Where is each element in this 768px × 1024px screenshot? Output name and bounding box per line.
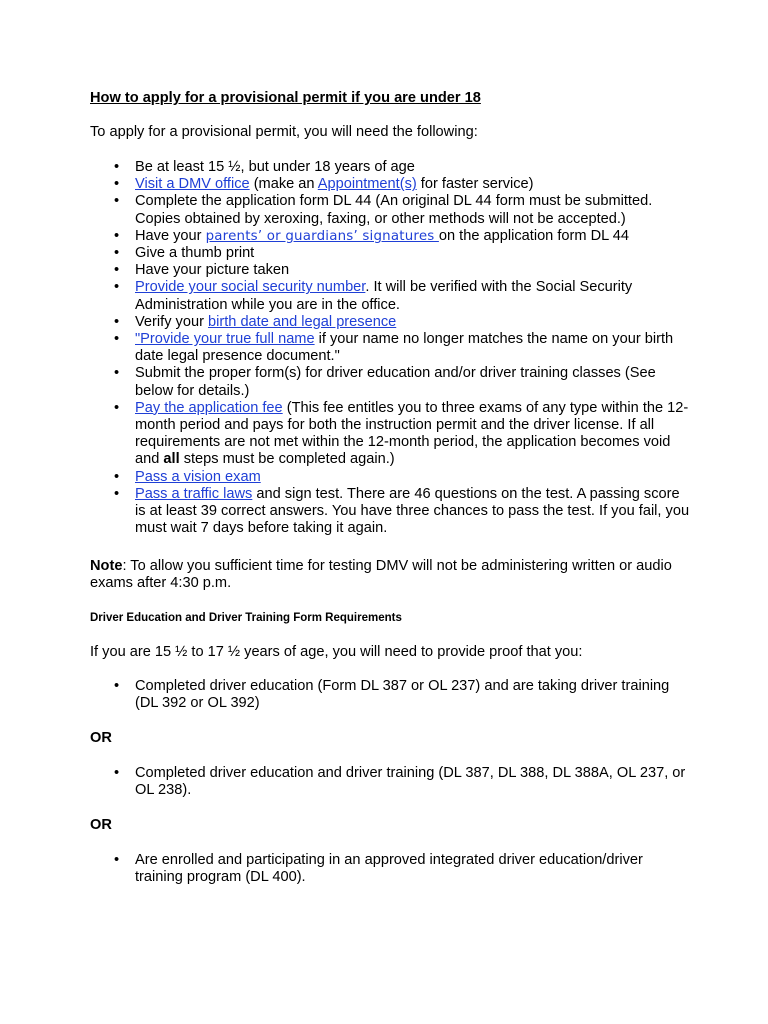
- item-text: . It will be verified with the Social Security Administration while you are in the office.: [135, 279, 633, 313]
- age-intro-text: If you are 15 ½ to 17 ½ years of age, you will need to provide proof that you:: [90, 644, 583, 660]
- or-separator: OR: [90, 730, 112, 746]
- list-item: [90, 245, 690, 262]
- item-text: (make an: [249, 176, 318, 193]
- page-title: How to apply for a provisional permit if you are under 18: [90, 90, 481, 106]
- list-item: [90, 469, 690, 486]
- list-item: [90, 852, 690, 886]
- birth-date-legal-presence-link[interactable]: birth date and legal presence: [208, 313, 397, 330]
- list-item: [90, 176, 690, 193]
- true-full-name-link[interactable]: "Provide your true full name: [135, 331, 315, 348]
- item-text: steps must be completed again.): [179, 451, 395, 468]
- list-item: [90, 400, 690, 469]
- item-text: Have your: [135, 227, 206, 244]
- list-item: [90, 765, 690, 799]
- item-text: on the application form DL 44: [438, 227, 629, 244]
- item-text: Are enrolled and participating in an approved integrated driver education/driver training program (DL 400).: [135, 852, 643, 886]
- list-item: [90, 678, 690, 712]
- list-item: [90, 279, 690, 313]
- requirements-list: [90, 159, 690, 537]
- item-text: Verify your: [135, 313, 208, 330]
- list-item: [90, 314, 690, 331]
- item-text: Submit the proper form(s) for driver education and/or driver training classes (See below for details.): [135, 365, 656, 399]
- list-item: [90, 228, 690, 245]
- list-item: [90, 365, 690, 399]
- list-item: [90, 193, 690, 227]
- item-text: Completed driver education (Form DL 387 or OL 237) and are taking driver training (DL 392 or OL 392): [135, 678, 670, 712]
- item-text: Have your picture taken: [135, 262, 290, 279]
- option-list-3: [90, 852, 690, 886]
- item-text: and sign test. There are 46 questions on the test. A passing score is at least 39 correct answers. You have three chances to pass the test. If you fail, you must wait 7 days before taking it again.: [135, 485, 690, 537]
- section-heading: Driver Education and Driver Training Form Requirements: [90, 612, 402, 624]
- option-list-2: [90, 765, 690, 799]
- note-text: : To allow you sufficient time for testing DMV will not be administering written or audio exams after 4:30 p.m.: [90, 558, 672, 592]
- item-text: Complete the application form DL 44 (An original DL 44 form must be submitted. Copies obtained by xeroxing, faxing, or other methods will not be accepted.): [135, 193, 653, 227]
- or-separator: OR: [90, 817, 112, 833]
- list-item: [90, 262, 690, 279]
- application-fee-link[interactable]: Pay the application fee: [135, 399, 283, 416]
- signatures-link[interactable]: parents’ or guardians’ signatures: [205, 228, 439, 244]
- item-text: Completed driver education and driver training (DL 387, DL 388, DL 388A, OL 237, or OL 238).: [135, 765, 686, 799]
- traffic-laws-link[interactable]: Pass a traffic laws: [135, 485, 253, 502]
- vision-exam-link[interactable]: Pass a vision exam: [135, 468, 261, 485]
- item-text: (This fee entitles you to three exams of any type within the 12-month period and pays for both the instruction permit and the driver license. If all requirements are not met within the 12-month period, the application becomes void and: [135, 399, 689, 468]
- item-text: Be at least 15 ½, but under 18 years of age: [135, 159, 415, 175]
- visit-dmv-office-link[interactable]: Visit a DMV office: [135, 176, 250, 193]
- note-paragraph: [90, 558, 690, 592]
- appointments-link[interactable]: Appointment(s): [317, 176, 417, 193]
- item-text: Give a thumb print: [135, 245, 255, 262]
- note-label: Note: [90, 558, 123, 574]
- list-item: [90, 159, 690, 176]
- item-emphasis: all: [163, 451, 180, 468]
- list-item: [90, 331, 690, 365]
- item-text: for faster service): [416, 176, 534, 193]
- list-item: [90, 486, 690, 538]
- option-list-1: [90, 678, 690, 712]
- item-text: if your name no longer matches the name on your birth date legal presence document.": [135, 331, 674, 365]
- social-security-link[interactable]: Provide your social security number: [135, 279, 366, 296]
- intro-text: To apply for a provisional permit, you will need the following:: [90, 124, 478, 140]
